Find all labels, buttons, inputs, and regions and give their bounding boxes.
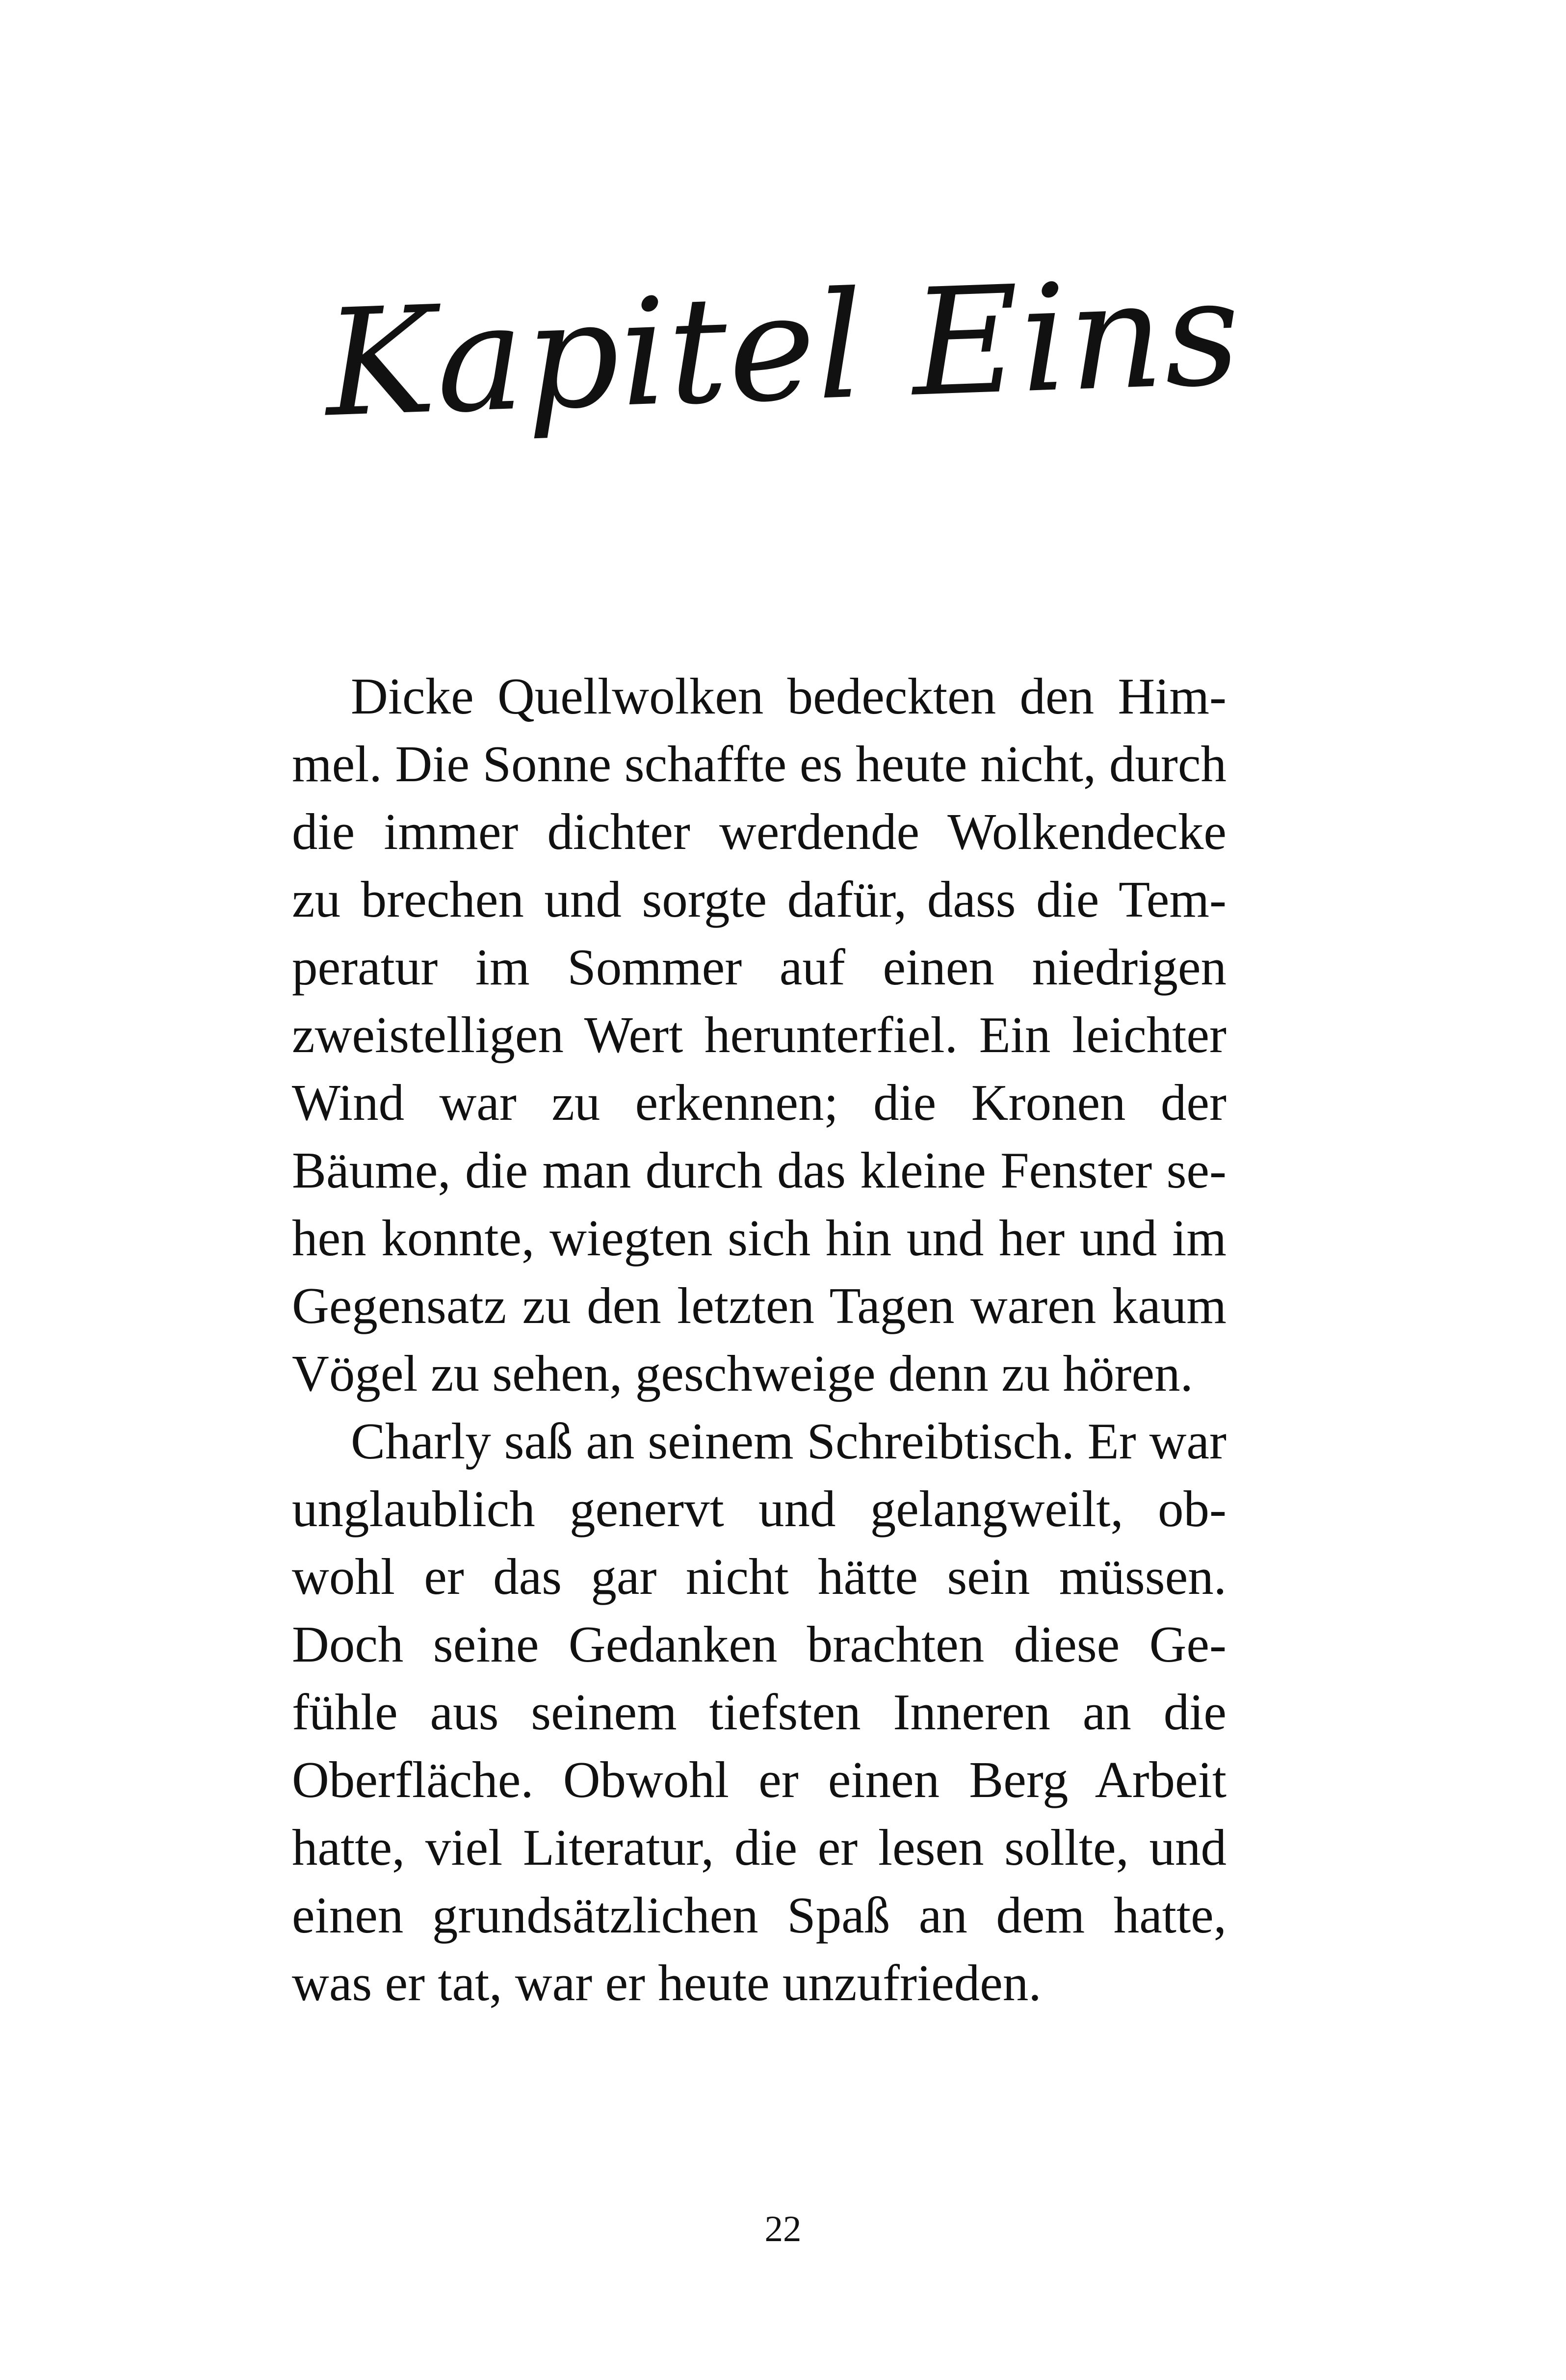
text-line: hatte, viel Literatur, die er lesen sollte, und [292, 1819, 1227, 1876]
text-line: mel. Die Sonne schaffte es heute nicht, durch [292, 735, 1227, 793]
text-line: Wind war zu erkennen; die Kronen der [292, 1074, 1227, 1131]
text-line: Gegensatz zu den letzten Tagen waren kaum [292, 1277, 1227, 1334]
text-line: hen konnte, wiegten sich hin und her und im [292, 1209, 1227, 1267]
text-line: zu brechen und sorgte dafür, dass die Tem- [292, 871, 1227, 928]
text-line: Charly saß an seinem Schreibtisch. Er war [351, 1412, 1227, 1470]
text-line: Vögel zu sehen, geschweige denn zu hören. [292, 1345, 1193, 1402]
text-line: Bäume, die man durch das kleine Fenster se- [292, 1141, 1227, 1199]
text-line: Doch seine Gedanken brachten diese Ge- [292, 1615, 1227, 1673]
page-number: 22 [764, 2209, 802, 2249]
text-line: Dicke Quellwolken bedeckten den Him- [351, 667, 1227, 725]
text-line: zweistelligen Wert herunterfiel. Ein leichter [292, 1006, 1227, 1063]
chapter-title: Kapitel Eins [322, 246, 1244, 450]
text-line: wohl er das gar nicht hätte sein müssen. [292, 1548, 1227, 1605]
text-line: fühle aus seinem tiefsten Inneren an die [292, 1683, 1227, 1741]
text-line: was er tat, war er heute unzufrieden. [292, 1954, 1042, 2011]
text-line: unglaublich genervt und gelangweilt, ob- [292, 1480, 1227, 1537]
text-line: peratur im Sommer auf einen niedrigen [292, 938, 1227, 996]
body-text [292, 662, 1227, 2017]
text-line: einen grundsätzlichen Spaß an dem hatte, [292, 1886, 1227, 1944]
text-line: Oberfläche. Obwohl er einen Berg Arbeit [292, 1751, 1227, 1808]
text-line: die immer dichter werdende Wolkendecke [292, 803, 1227, 860]
